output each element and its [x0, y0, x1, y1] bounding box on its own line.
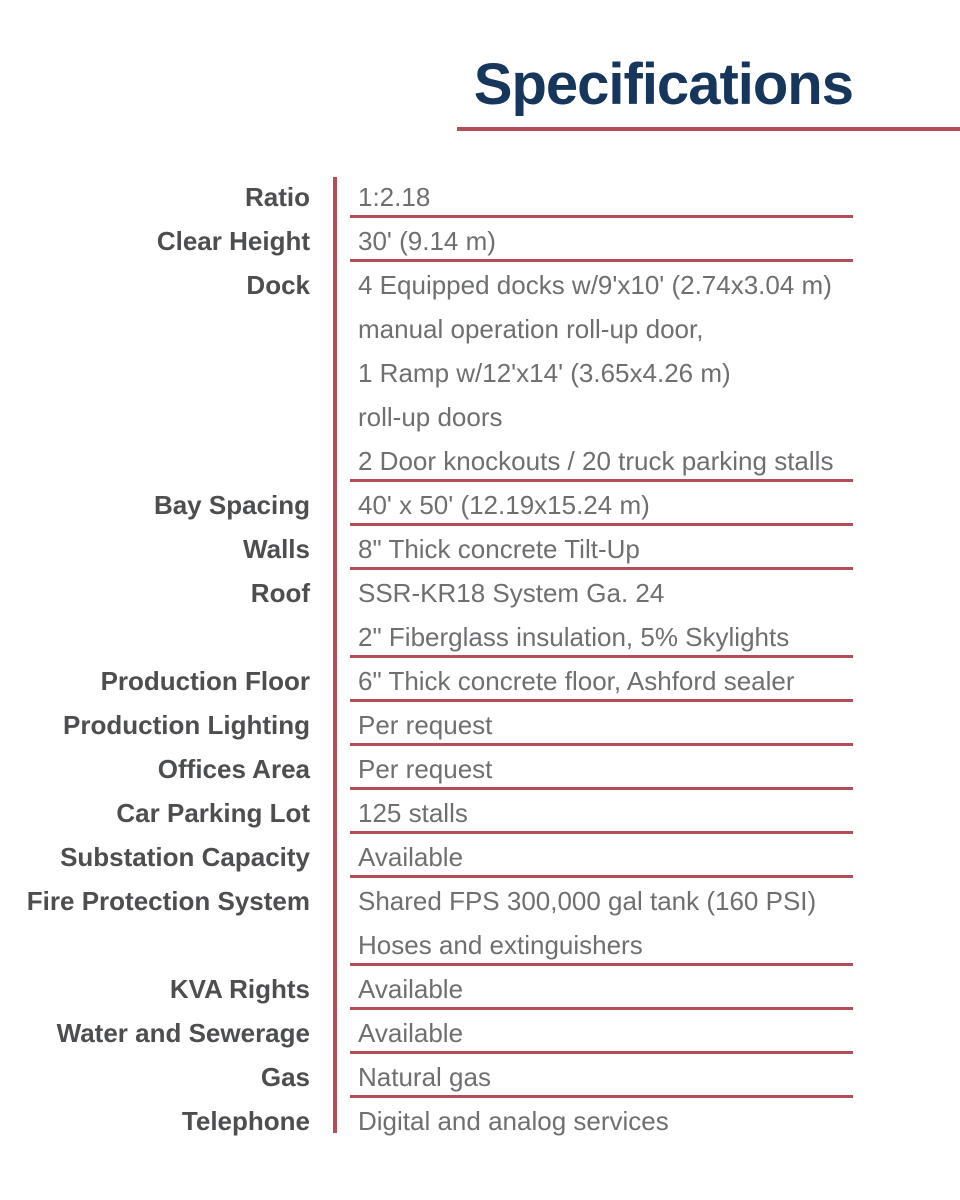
spec-label: Dock [246, 270, 310, 300]
spec-row-kva-rights [0, 967, 960, 1011]
spec-row-water-and-sewerage [0, 1011, 960, 1055]
spec-values [350, 835, 853, 879]
spec-label: Gas [260, 1062, 310, 1092]
spec-value-line: 2" Fiberglass insulation, 5% Skylights [358, 622, 790, 652]
spec-label: Water and Sewerage [56, 1018, 310, 1048]
spec-label: Offices Area [157, 754, 310, 784]
spec-label: Bay Spacing [153, 490, 310, 520]
spec-value-line: Available [358, 1018, 464, 1048]
spec-value-line: Natural gas [358, 1062, 491, 1092]
spec-label: Telephone [181, 1106, 310, 1136]
spec-values [350, 483, 853, 527]
spec-row-production-lighting [0, 703, 960, 747]
spec-value-line: Available [358, 842, 464, 872]
divider-vertical-line [333, 177, 337, 1133]
spec-label: Walls [243, 534, 310, 564]
page-header [0, 0, 960, 175]
spec-row-car-parking-lot [0, 791, 960, 835]
spec-values [350, 791, 853, 835]
spec-row-walls [0, 527, 960, 571]
spec-value-line: 6" Thick concrete floor, Ashford sealer [358, 666, 795, 696]
title-underline [457, 127, 960, 131]
spec-value-line: Available [358, 974, 464, 1004]
spec-values [350, 1055, 853, 1099]
spec-values [350, 1099, 853, 1143]
spec-value-line: 8" Thick concrete Tilt-Up [358, 534, 640, 564]
spec-value-line: Per request [358, 710, 493, 740]
spec-label: Clear Height [156, 226, 310, 256]
spec-row-clear-height [0, 219, 960, 263]
spec-value-line: Shared FPS 300,000 gal tank (160 PSI) [358, 886, 817, 916]
spec-row-ratio [0, 175, 960, 219]
spec-row-bay-spacing [0, 483, 960, 527]
spec-label: Production Lighting [63, 710, 310, 740]
spec-values [350, 703, 853, 747]
spec-values [350, 263, 853, 483]
spec-row-dock [0, 263, 960, 483]
specifications-table [0, 175, 960, 1143]
spec-values [350, 747, 853, 791]
spec-value-line: 30' (9.14 m) [358, 226, 496, 256]
spec-value-line: 4 Equipped docks w/9'x10' (2.74x3.04 m) [358, 270, 832, 300]
spec-label: Roof [250, 578, 310, 608]
spec-row-gas [0, 1055, 960, 1099]
spec-row-production-floor [0, 659, 960, 703]
spec-values [350, 659, 853, 703]
spec-label: KVA Rights [169, 974, 310, 1004]
spec-value-line: Per request [358, 754, 493, 784]
spec-label: Fire Protection System [26, 886, 310, 916]
spec-value-line: SSR-KR18 System Ga. 24 [358, 578, 665, 608]
spec-values [350, 879, 853, 967]
spec-value-line: 1:2.18 [358, 182, 431, 212]
spec-label: Ratio [245, 182, 310, 212]
spec-value-line: 1 Ramp w/12'x14' (3.65x4.26 m) [358, 358, 731, 388]
spec-value-line: Digital and analog services [358, 1106, 669, 1136]
spec-row-roof [0, 571, 960, 659]
spec-value-line: Hoses and extinguishers [358, 930, 643, 960]
spec-value-line: manual operation roll-up door, [358, 314, 704, 344]
spec-label: Substation Capacity [60, 842, 310, 872]
page-title: Specifications [473, 52, 853, 117]
spec-values [350, 175, 853, 219]
spec-row-telephone [0, 1099, 960, 1143]
spec-label: Car Parking Lot [116, 798, 310, 828]
spec-values [350, 967, 853, 1011]
spec-value-line: 40' x 50' (12.19x15.24 m) [358, 490, 650, 520]
spec-values [350, 219, 853, 263]
spec-value-line: 2 Door knockouts / 20 truck parking stalls [358, 446, 834, 476]
spec-value-line: 125 stalls [358, 798, 468, 828]
spec-row-fire-protection-system [0, 879, 960, 967]
spec-row-offices-area [0, 747, 960, 791]
spec-row-substation-capacity [0, 835, 960, 879]
spec-values [350, 527, 853, 571]
spec-values [350, 571, 853, 659]
spec-label: Production Floor [100, 666, 310, 696]
spec-values [350, 1011, 853, 1055]
spec-value-line: roll-up doors [358, 402, 503, 432]
